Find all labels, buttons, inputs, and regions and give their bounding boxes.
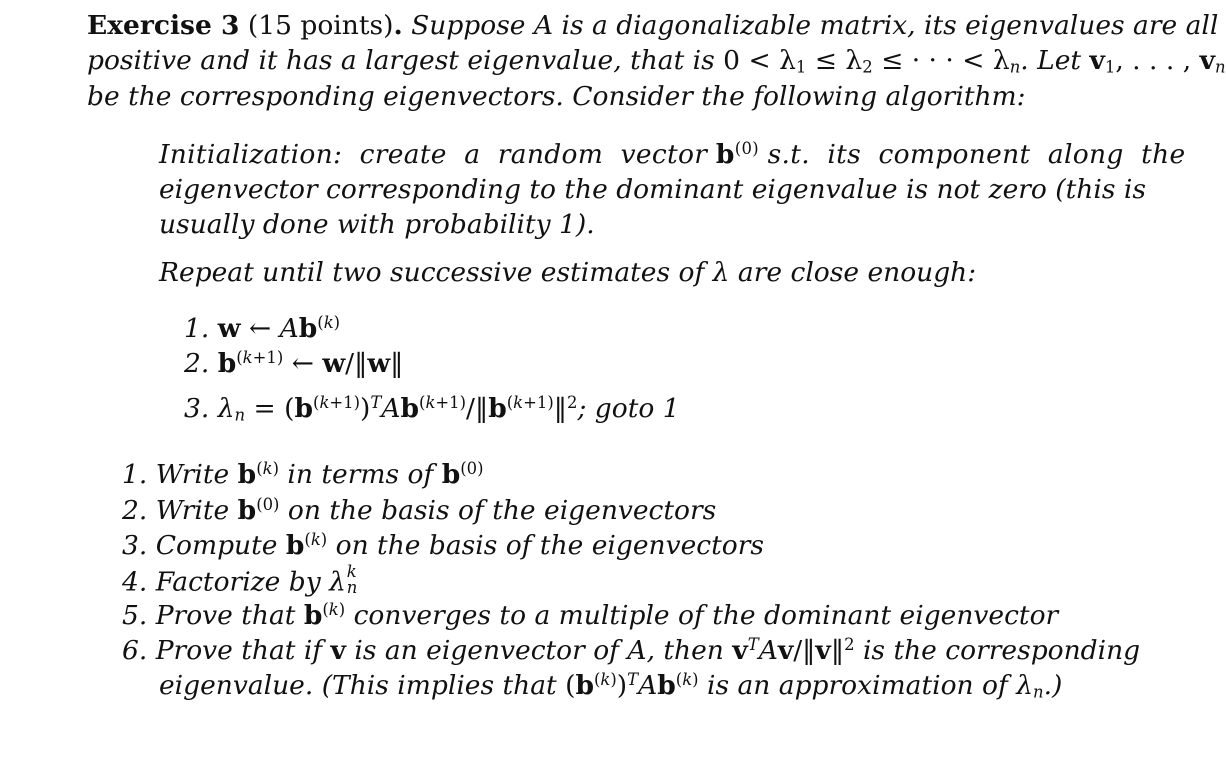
task-item-6-continuation: eigenvalue. (This implies that $(b^{(k)})^TAb^{(k)}$ is an approximation of $\lambda_n$.) (159, 669, 1063, 702)
algorithm-step-1: 1. w ← Ab$^{(k)}$ (184, 312, 341, 344)
algorithm-init-line-1: Initialization: create a random vector $b^{(0)}$ s.t. its component along the (159, 138, 1186, 170)
task-item-6: 6. Prove that if v is an eigenvector of A, then $v^TAv/‖v‖^2$ is the corresponding (122, 634, 1141, 666)
task-item-4: 4. Factorize by λ k n (122, 561, 358, 598)
task-item-2: 2. Write $b^{(0)}$ on the basis of the eigenvectors (122, 494, 717, 526)
exercise-intro-line-2: positive and it has a largest eigenvalue, that is $0 < \lambda_1 \le \lambda_2$ ≤ · · · < $\lambda_n$. Let $v_1$, . . . , $v_n$ (87, 45, 1226, 77)
exercise-intro-line-1: Exercise 3 (15 points). Suppose A is a diagonalizable matrix, its eigenvalues are all (87, 10, 1219, 41)
task-item-5: 5. Prove that $b^{(k)}$ converges to a multiple of the dominant eigenvector (122, 599, 1059, 631)
algorithm-init-line-3: usually done with probability 1). (159, 209, 595, 240)
algorithm-step-3: 3. $\lambda_n$ = $(b^{(k+1)})^TAb^{(k+1)}/‖b^{(k+1)}‖^2$; goto 1 (184, 392, 680, 425)
exercise-points: (15 points) (247, 10, 394, 41)
algorithm-step-2: 2. $b^{(k+1)}$ ← w/‖w‖ (184, 347, 404, 379)
algorithm-init-line-2: eigenvector corresponding to the dominant eigenvalue is not zero (this is (159, 174, 1146, 205)
exercise-intro-line-3: be the corresponding eigenvectors. Consider the following algorithm: (87, 81, 1026, 112)
task-item-1: 1. Write $b^{(k)}$ in terms of $b^{(0)}$ (122, 458, 484, 490)
task-item-3: 3. Compute $b^{(k)}$ on the basis of the eigenvectors (122, 529, 764, 561)
algorithm-repeat-line: Repeat until two successive estimates of λ are close enough: (159, 257, 977, 288)
exercise-heading: Exercise 3 (87, 10, 240, 41)
